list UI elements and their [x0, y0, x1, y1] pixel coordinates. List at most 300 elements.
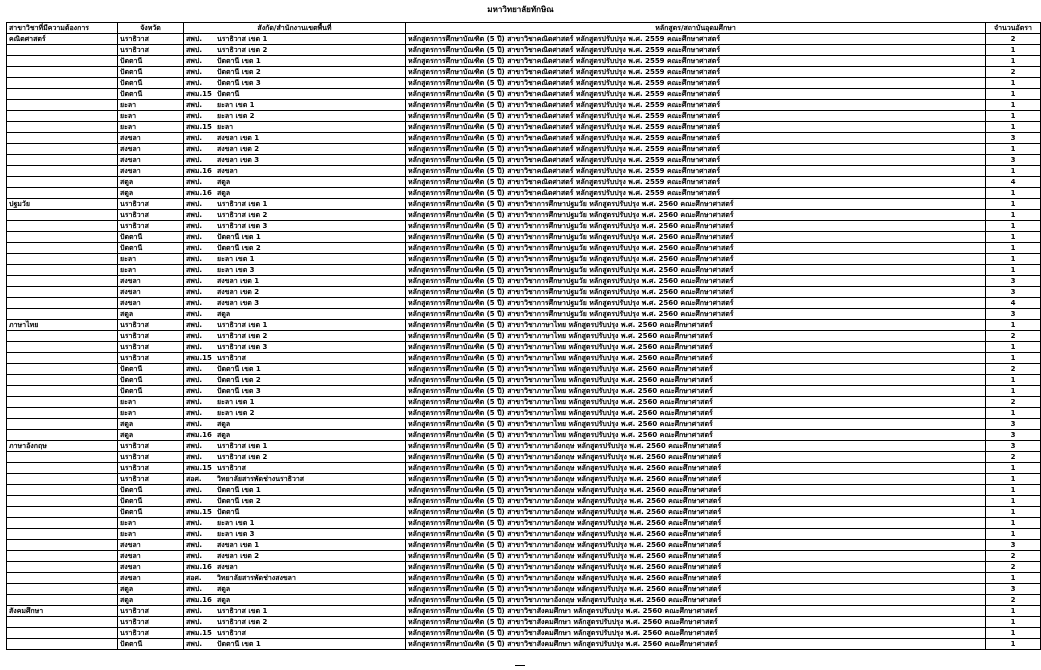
office-prefix: สพป.	[186, 453, 202, 461]
count-cell: 1	[986, 199, 1041, 210]
office-prefix: สพป.	[186, 420, 202, 428]
subject-cell	[7, 474, 118, 485]
province-cell: สงขลา	[118, 298, 184, 309]
table-row	[7, 254, 1041, 265]
table-row	[7, 342, 1041, 353]
office-cell	[184, 331, 406, 342]
program-cell: หลักสูตรการศึกษาบัณฑิต (5 ปี) สาขาวิชาภาษาอังกฤษ หลักสูตรปรับปรุง พ.ศ. 2560 คณะศึกษาศาสตร์	[406, 540, 986, 551]
office-name: นราธิวาส เขต 1	[217, 607, 268, 615]
province-cell: ปัตตานี	[118, 78, 184, 89]
office-cell	[184, 507, 406, 518]
office-cell	[184, 34, 406, 45]
subject-cell	[7, 364, 118, 375]
province-cell: ปัตตานี	[118, 507, 184, 518]
subject-cell	[7, 331, 118, 342]
office-prefix: สอศ.	[186, 475, 202, 483]
office-cell	[184, 397, 406, 408]
table-row	[7, 309, 1041, 320]
office-name: สงขลา เขต 2	[217, 145, 260, 153]
subject-cell	[7, 639, 118, 650]
program-cell: หลักสูตรการศึกษาบัณฑิต (5 ปี) สาขาวิชาภาษาอังกฤษ หลักสูตรปรับปรุง พ.ศ. 2560 คณะศึกษาศาสตร์	[406, 518, 986, 529]
column-header-province: จังหวัด	[118, 23, 184, 34]
office-cell	[184, 584, 406, 595]
count-cell: 1	[986, 320, 1041, 331]
office-prefix: สพป.	[186, 266, 202, 274]
office-cell	[184, 342, 406, 353]
table-row	[7, 155, 1041, 166]
province-cell: ปัตตานี	[118, 56, 184, 67]
province-cell: สตูล	[118, 309, 184, 320]
table-row	[7, 573, 1041, 584]
table-row	[7, 265, 1041, 276]
count-cell: 3	[986, 309, 1041, 320]
count-cell: 1	[986, 45, 1041, 56]
subject-cell	[7, 507, 118, 518]
office-name: สตูล	[217, 189, 231, 197]
count-cell: 2	[986, 551, 1041, 562]
province-cell: นราธิวาส	[118, 617, 184, 628]
office-cell	[184, 364, 406, 375]
program-cell: หลักสูตรการศึกษาบัณฑิต (5 ปี) สาขาวิชาภาษาไทย หลักสูตรปรับปรุง พ.ศ. 2560 คณะศึกษาศาสตร์	[406, 397, 986, 408]
subject-cell	[7, 496, 118, 507]
province-cell: นราธิวาส	[118, 606, 184, 617]
office-prefix: สพป.	[186, 277, 202, 285]
office-name: วิทยาลัยสารพัดช่างสงขลา	[217, 574, 296, 582]
office-name: ปัตตานี เขต 2	[217, 497, 261, 505]
office-cell	[184, 232, 406, 243]
office-prefix: สพป.	[186, 288, 202, 296]
count-cell: 1	[986, 221, 1041, 232]
office-prefix: สพป.	[186, 112, 202, 120]
office-prefix: สพป.	[186, 585, 202, 593]
count-cell: 1	[986, 342, 1041, 353]
office-prefix: สพป.	[186, 607, 202, 615]
table-row	[7, 364, 1041, 375]
province-cell: นราธิวาส	[118, 342, 184, 353]
office-name: ปัตตานี เขต 1	[217, 365, 261, 373]
count-cell: 1	[986, 617, 1041, 628]
program-cell: หลักสูตรการศึกษาบัณฑิต (5 ปี) สาขาวิชาคณิตศาสตร์ หลักสูตรปรับปรุง พ.ศ. 2559 คณะศึกษาศาสตร์	[406, 56, 986, 67]
column-header-count: จำนวนอัตรา	[986, 23, 1041, 34]
office-name: สงขลา เขต 3	[217, 156, 260, 164]
office-name: ยะลา เขต 1	[217, 101, 255, 109]
table-row	[7, 617, 1041, 628]
program-cell: หลักสูตรการศึกษาบัณฑิต (5 ปี) สาขาวิชาภาษาไทย หลักสูตรปรับปรุง พ.ศ. 2560 คณะศึกษาศาสตร์	[406, 375, 986, 386]
office-prefix: สพป.	[186, 35, 202, 43]
province-cell: นราธิวาส	[118, 221, 184, 232]
program-cell: หลักสูตรการศึกษาบัณฑิต (5 ปี) สาขาวิชาภาษาอังกฤษ หลักสูตรปรับปรุง พ.ศ. 2560 คณะศึกษาศาสตร์	[406, 573, 986, 584]
program-cell: หลักสูตรการศึกษาบัณฑิต (5 ปี) สาขาวิชาคณิตศาสตร์ หลักสูตรปรับปรุง พ.ศ. 2559 คณะศึกษาศาสตร์	[406, 188, 986, 199]
program-cell: หลักสูตรการศึกษาบัณฑิต (5 ปี) สาขาวิชาภาษาอังกฤษ หลักสูตรปรับปรุง พ.ศ. 2560 คณะศึกษาศาสตร์	[406, 507, 986, 518]
province-cell: นราธิวาส	[118, 628, 184, 639]
count-cell: 1	[986, 122, 1041, 133]
count-cell: 1	[986, 375, 1041, 386]
count-cell: 1	[986, 210, 1041, 221]
office-name: สงขลา เขต 1	[217, 277, 260, 285]
office-cell	[184, 45, 406, 56]
count-cell: 4	[986, 298, 1041, 309]
count-cell: 1	[986, 485, 1041, 496]
program-cell: หลักสูตรการศึกษาบัณฑิต (5 ปี) สาขาวิชาภาษาไทย หลักสูตรปรับปรุง พ.ศ. 2560 คณะศึกษาศาสตร์	[406, 342, 986, 353]
count-cell: 1	[986, 628, 1041, 639]
count-cell: 3	[986, 155, 1041, 166]
subject-cell	[7, 254, 118, 265]
table-row	[7, 298, 1041, 309]
subject-cell	[7, 375, 118, 386]
province-cell: นราธิวาส	[118, 353, 184, 364]
office-name: นราธิวาส เขต 1	[217, 321, 268, 329]
office-prefix: สพป.	[186, 530, 202, 538]
office-cell	[184, 287, 406, 298]
subject-cell	[7, 595, 118, 606]
office-prefix: สพป.	[186, 519, 202, 527]
count-cell: 1	[986, 111, 1041, 122]
office-prefix: สพป.	[186, 332, 202, 340]
office-prefix: สอศ.	[186, 574, 202, 582]
count-cell: 2	[986, 364, 1041, 375]
table-row	[7, 551, 1041, 562]
office-cell	[184, 529, 406, 540]
table-row	[7, 584, 1041, 595]
office-prefix: สพป.	[186, 376, 202, 384]
count-cell: 1	[986, 89, 1041, 100]
program-cell: หลักสูตรการศึกษาบัณฑิต (5 ปี) สาขาวิชาคณิตศาสตร์ หลักสูตรปรับปรุง พ.ศ. 2559 คณะศึกษาศาสตร์	[406, 89, 986, 100]
count-cell: 3	[986, 419, 1041, 430]
table-row	[7, 89, 1041, 100]
program-cell: หลักสูตรการศึกษาบัณฑิต (5 ปี) สาขาวิชาการศึกษาปฐมวัย หลักสูตรปรับปรุง พ.ศ. 2560 คณะศึกษาศาสตร์	[406, 232, 986, 243]
count-cell: 1	[986, 166, 1041, 177]
province-cell: สงขลา	[118, 276, 184, 287]
office-name: ปัตตานี เขต 2	[217, 244, 261, 252]
subject-cell	[7, 122, 118, 133]
office-cell	[184, 573, 406, 584]
table-row	[7, 287, 1041, 298]
office-cell	[184, 243, 406, 254]
program-cell: หลักสูตรการศึกษาบัณฑิต (5 ปี) สาขาวิชาภาษาไทย หลักสูตรปรับปรุง พ.ศ. 2560 คณะศึกษาศาสตร์	[406, 408, 986, 419]
office-name: นราธิวาส เขต 2	[217, 332, 268, 340]
program-cell: หลักสูตรการศึกษาบัณฑิต (5 ปี) สาขาวิชาภาษาอังกฤษ หลักสูตรปรับปรุง พ.ศ. 2560 คณะศึกษาศาสตร์	[406, 463, 986, 474]
office-prefix: สพป.	[186, 398, 202, 406]
program-cell: หลักสูตรการศึกษาบัณฑิต (5 ปี) สาขาวิชาภาษาไทย หลักสูตรปรับปรุง พ.ศ. 2560 คณะศึกษาศาสตร์	[406, 430, 986, 441]
office-cell	[184, 265, 406, 276]
program-cell: หลักสูตรการศึกษาบัณฑิต (5 ปี) สาขาวิชาการศึกษาปฐมวัย หลักสูตรปรับปรุง พ.ศ. 2560 คณะศึกษาศาสตร์	[406, 210, 986, 221]
program-cell: หลักสูตรการศึกษาบัณฑิต (5 ปี) สาขาวิชาคณิตศาสตร์ หลักสูตรปรับปรุง พ.ศ. 2559 คณะศึกษาศาสตร์	[406, 34, 986, 45]
table-row	[7, 408, 1041, 419]
column-header-program: หลักสูตร/สถาบันอุดมศึกษา	[406, 23, 986, 34]
program-cell: หลักสูตรการศึกษาบัณฑิต (5 ปี) สาขาวิชาคณิตศาสตร์ หลักสูตรปรับปรุง พ.ศ. 2559 คณะศึกษาศาสตร์	[406, 78, 986, 89]
subject-cell	[7, 78, 118, 89]
office-prefix: สพป.	[186, 640, 202, 648]
office-cell	[184, 320, 406, 331]
table-row	[7, 67, 1041, 78]
count-cell: 2	[986, 595, 1041, 606]
office-prefix: สพป.	[186, 618, 202, 626]
office-name: นราธิวาส เขต 2	[217, 46, 268, 54]
office-prefix: สพป.	[186, 486, 202, 494]
office-cell	[184, 540, 406, 551]
table-row	[7, 375, 1041, 386]
province-cell: สงขลา	[118, 133, 184, 144]
office-cell	[184, 496, 406, 507]
count-cell: 1	[986, 144, 1041, 155]
table-row	[7, 639, 1041, 650]
office-cell	[184, 628, 406, 639]
office-cell	[184, 221, 406, 232]
program-cell: หลักสูตรการศึกษาบัณฑิต (5 ปี) สาขาวิชาการศึกษาปฐมวัย หลักสูตรปรับปรุง พ.ศ. 2560 คณะศึกษาศาสตร์	[406, 254, 986, 265]
office-name: ยะลา เขต 1	[217, 255, 255, 263]
office-prefix: สพป.	[186, 409, 202, 417]
office-cell	[184, 155, 406, 166]
office-name: ยะลา เขต 1	[217, 519, 255, 527]
office-name: สงขลา เขต 1	[217, 134, 260, 142]
subject-cell	[7, 265, 118, 276]
program-cell: หลักสูตรการศึกษาบัณฑิต (5 ปี) สาขาวิชาภาษาไทย หลักสูตรปรับปรุง พ.ศ. 2560 คณะศึกษาศาสตร์	[406, 331, 986, 342]
office-cell	[184, 276, 406, 287]
subject-cell: ภาษาไทย	[7, 320, 118, 331]
program-cell: หลักสูตรการศึกษาบัณฑิต (5 ปี) สาขาวิชาภาษาอังกฤษ หลักสูตรปรับปรุง พ.ศ. 2560 คณะศึกษาศาสตร์	[406, 485, 986, 496]
office-prefix: สพป.	[186, 134, 202, 142]
province-cell: สตูล	[118, 430, 184, 441]
office-prefix: สพม.16	[186, 431, 212, 439]
office-prefix: สพป.	[186, 497, 202, 505]
subject-cell: คณิตศาสตร์	[7, 34, 118, 45]
office-name: ปัตตานี เขต 2	[217, 68, 261, 76]
office-cell	[184, 188, 406, 199]
subject-cell	[7, 89, 118, 100]
count-cell: 1	[986, 606, 1041, 617]
program-cell: หลักสูตรการศึกษาบัณฑิต (5 ปี) สาขาวิชาคณิตศาสตร์ หลักสูตรปรับปรุง พ.ศ. 2559 คณะศึกษาศาสตร์	[406, 45, 986, 56]
program-cell: หลักสูตรการศึกษาบัณฑิต (5 ปี) สาขาวิชาภาษาไทย หลักสูตรปรับปรุง พ.ศ. 2560 คณะศึกษาศาสตร์	[406, 353, 986, 364]
office-name: สตูล	[217, 310, 231, 318]
program-cell: หลักสูตรการศึกษาบัณฑิต (5 ปี) สาขาวิชาภาษาอังกฤษ หลักสูตรปรับปรุง พ.ศ. 2560 คณะศึกษาศาสตร์	[406, 529, 986, 540]
office-cell	[184, 617, 406, 628]
office-cell	[184, 56, 406, 67]
office-cell	[184, 144, 406, 155]
office-cell	[184, 551, 406, 562]
table-row	[7, 353, 1041, 364]
subject-cell	[7, 551, 118, 562]
province-cell: สตูล	[118, 584, 184, 595]
office-name: สงขลา เขต 3	[217, 299, 260, 307]
province-cell: สงขลา	[118, 155, 184, 166]
table-row	[7, 540, 1041, 551]
office-prefix: สพป.	[186, 365, 202, 373]
province-cell: สงขลา	[118, 287, 184, 298]
office-cell	[184, 67, 406, 78]
table-row	[7, 210, 1041, 221]
table-row	[7, 221, 1041, 232]
office-name: สตูล	[217, 585, 231, 593]
table-row	[7, 628, 1041, 639]
count-cell: 1	[986, 232, 1041, 243]
program-cell: หลักสูตรการศึกษาบัณฑิต (5 ปี) สาขาวิชาการศึกษาปฐมวัย หลักสูตรปรับปรุง พ.ศ. 2560 คณะศึกษาศาสตร์	[406, 199, 986, 210]
count-cell: 3	[986, 540, 1041, 551]
program-cell: หลักสูตรการศึกษาบัณฑิต (5 ปี) สาขาวิชาการศึกษาปฐมวัย หลักสูตรปรับปรุง พ.ศ. 2560 คณะศึกษาศาสตร์	[406, 221, 986, 232]
office-name: สตูล	[217, 596, 231, 604]
subject-cell	[7, 540, 118, 551]
subject-cell	[7, 100, 118, 111]
subject-cell	[7, 287, 118, 298]
province-cell: นราธิวาส	[118, 452, 184, 463]
column-header-office: สังกัด/สำนักงานเขตพื้นที่	[184, 23, 406, 34]
office-name: ยะลา เขต 1	[217, 398, 255, 406]
program-cell: หลักสูตรการศึกษาบัณฑิต (5 ปี) สาขาวิชาคณิตศาสตร์ หลักสูตรปรับปรุง พ.ศ. 2559 คณะศึกษาศาสตร์	[406, 133, 986, 144]
table-row	[7, 199, 1041, 210]
count-cell: 1	[986, 254, 1041, 265]
office-prefix: สพป.	[186, 200, 202, 208]
office-cell	[184, 166, 406, 177]
table-row	[7, 320, 1041, 331]
province-cell: นราธิวาส	[118, 331, 184, 342]
office-prefix: สพม.15	[186, 464, 212, 472]
subject-cell	[7, 111, 118, 122]
table-row	[7, 243, 1041, 254]
subject-cell	[7, 408, 118, 419]
table-row	[7, 496, 1041, 507]
table-row	[7, 111, 1041, 122]
subject-cell	[7, 452, 118, 463]
province-cell: สงขลา	[118, 540, 184, 551]
count-cell: 1	[986, 353, 1041, 364]
office-prefix: สพป.	[186, 321, 202, 329]
province-cell: ปัตตานี	[118, 386, 184, 397]
table-row	[7, 606, 1041, 617]
count-cell: 1	[986, 507, 1041, 518]
table-row	[7, 452, 1041, 463]
subject-cell	[7, 232, 118, 243]
province-cell: ยะลา	[118, 100, 184, 111]
program-cell: หลักสูตรการศึกษาบัณฑิต (5 ปี) สาขาวิชาภาษาอังกฤษ หลักสูตรปรับปรุง พ.ศ. 2560 คณะศึกษาศาสตร์	[406, 474, 986, 485]
subject-cell	[7, 628, 118, 639]
office-prefix: สพม.16	[186, 189, 212, 197]
count-cell: 1	[986, 474, 1041, 485]
program-cell: หลักสูตรการศึกษาบัณฑิต (5 ปี) สาขาวิชาภาษาไทย หลักสูตรปรับปรุง พ.ศ. 2560 คณะศึกษาศาสตร์	[406, 386, 986, 397]
office-cell	[184, 639, 406, 650]
province-cell: สตูล	[118, 188, 184, 199]
office-name: นราธิวาส เขต 2	[217, 618, 268, 626]
province-cell: นราธิวาส	[118, 34, 184, 45]
province-cell: นราธิวาส	[118, 441, 184, 452]
table-row	[7, 232, 1041, 243]
office-cell	[184, 562, 406, 573]
subject-cell	[7, 210, 118, 221]
office-cell	[184, 606, 406, 617]
program-cell: หลักสูตรการศึกษาบัณฑิต (5 ปี) สาขาวิชาภาษาอังกฤษ หลักสูตรปรับปรุง พ.ศ. 2560 คณะศึกษาศาสตร์	[406, 496, 986, 507]
office-prefix: สพม.15	[186, 629, 212, 637]
subject-cell	[7, 485, 118, 496]
office-name: ปัตตานี เขต 2	[217, 376, 261, 384]
table-row	[7, 518, 1041, 529]
count-cell: 2	[986, 452, 1041, 463]
office-prefix: สพป.	[186, 57, 202, 65]
count-cell: 1	[986, 188, 1041, 199]
office-prefix: สพป.	[186, 541, 202, 549]
table-row	[7, 78, 1041, 89]
table-row	[7, 397, 1041, 408]
office-prefix: สพป.	[186, 178, 202, 186]
table-row	[7, 386, 1041, 397]
office-prefix: สพป.	[186, 68, 202, 76]
office-cell	[184, 463, 406, 474]
office-cell	[184, 595, 406, 606]
office-name: สตูล	[217, 420, 231, 428]
province-cell: ปัตตานี	[118, 485, 184, 496]
province-cell: ปัตตานี	[118, 496, 184, 507]
office-name: สงขลา เขต 2	[217, 288, 260, 296]
office-cell	[184, 78, 406, 89]
office-prefix: สพป.	[186, 310, 202, 318]
office-prefix: สพม.15	[186, 90, 212, 98]
subject-cell	[7, 463, 118, 474]
subject-cell	[7, 419, 118, 430]
office-name: นราธิวาส เขต 1	[217, 200, 268, 208]
count-cell: 1	[986, 78, 1041, 89]
program-cell: หลักสูตรการศึกษาบัณฑิต (5 ปี) สาขาวิชาคณิตศาสตร์ หลักสูตรปรับปรุง พ.ศ. 2559 คณะศึกษาศาสตร์	[406, 144, 986, 155]
province-cell: ยะลา	[118, 529, 184, 540]
program-cell: หลักสูตรการศึกษาบัณฑิต (5 ปี) สาขาวิชาภาษาอังกฤษ หลักสูตรปรับปรุง พ.ศ. 2560 คณะศึกษาศาสตร์	[406, 584, 986, 595]
office-cell	[184, 122, 406, 133]
province-cell: สงขลา	[118, 144, 184, 155]
program-cell: หลักสูตรการศึกษาบัณฑิต (5 ปี) สาขาวิชาสังคมศึกษา หลักสูตรปรับปรุง พ.ศ. 2560 คณะศึกษาศาสตร์	[406, 617, 986, 628]
office-prefix: สพป.	[186, 442, 202, 450]
subject-cell	[7, 155, 118, 166]
province-cell: ปัตตานี	[118, 67, 184, 78]
program-cell: หลักสูตรการศึกษาบัณฑิต (5 ปี) สาขาวิชาคณิตศาสตร์ หลักสูตรปรับปรุง พ.ศ. 2559 คณะศึกษาศาสตร์	[406, 155, 986, 166]
office-prefix: สพม.16	[186, 167, 212, 175]
office-cell	[184, 353, 406, 364]
subject-cell	[7, 386, 118, 397]
province-cell: นราธิวาส	[118, 210, 184, 221]
subject-cell: สังคมศึกษา	[7, 606, 118, 617]
count-cell: 1	[986, 56, 1041, 67]
office-cell	[184, 375, 406, 386]
office-prefix: สพป.	[186, 46, 202, 54]
subject-cell	[7, 562, 118, 573]
subject-cell	[7, 133, 118, 144]
office-cell	[184, 518, 406, 529]
university-name: มหาวิทยาลัยทักษิณ	[487, 5, 554, 14]
table-row	[7, 144, 1041, 155]
office-prefix: สพม.15	[186, 354, 212, 362]
page-break-mark	[515, 665, 525, 668]
subject-cell	[7, 276, 118, 287]
program-cell: หลักสูตรการศึกษาบัณฑิต (5 ปี) สาขาวิชาคณิตศาสตร์ หลักสูตรปรับปรุง พ.ศ. 2559 คณะศึกษาศาสตร์	[406, 166, 986, 177]
office-cell	[184, 419, 406, 430]
program-cell: หลักสูตรการศึกษาบัณฑิต (5 ปี) สาขาวิชาภาษาไทย หลักสูตรปรับปรุง พ.ศ. 2560 คณะศึกษาศาสตร์	[406, 364, 986, 375]
subject-cell	[7, 177, 118, 188]
table-row	[7, 562, 1041, 573]
office-name: นราธิวาส	[217, 354, 246, 362]
office-prefix: สพป.	[186, 156, 202, 164]
allocation-table	[6, 22, 1041, 650]
office-name: ปัตตานี เขต 1	[217, 57, 261, 65]
table-row	[7, 34, 1041, 45]
office-name: สงขลา เขต 2	[217, 552, 260, 560]
office-name: ยะลา เขต 3	[217, 266, 255, 274]
count-cell: 3	[986, 584, 1041, 595]
count-cell: 1	[986, 243, 1041, 254]
count-cell: 1	[986, 529, 1041, 540]
office-cell	[184, 309, 406, 320]
count-cell: 2	[986, 331, 1041, 342]
office-prefix: สพป.	[186, 79, 202, 87]
office-cell	[184, 386, 406, 397]
program-cell: หลักสูตรการศึกษาบัณฑิต (5 ปี) สาขาวิชาคณิตศาสตร์ หลักสูตรปรับปรุง พ.ศ. 2559 คณะศึกษาศาสตร์	[406, 177, 986, 188]
office-name: สงขลา เขต 1	[217, 541, 260, 549]
count-cell: 3	[986, 441, 1041, 452]
province-cell: ยะลา	[118, 397, 184, 408]
office-prefix: สพป.	[186, 101, 202, 109]
